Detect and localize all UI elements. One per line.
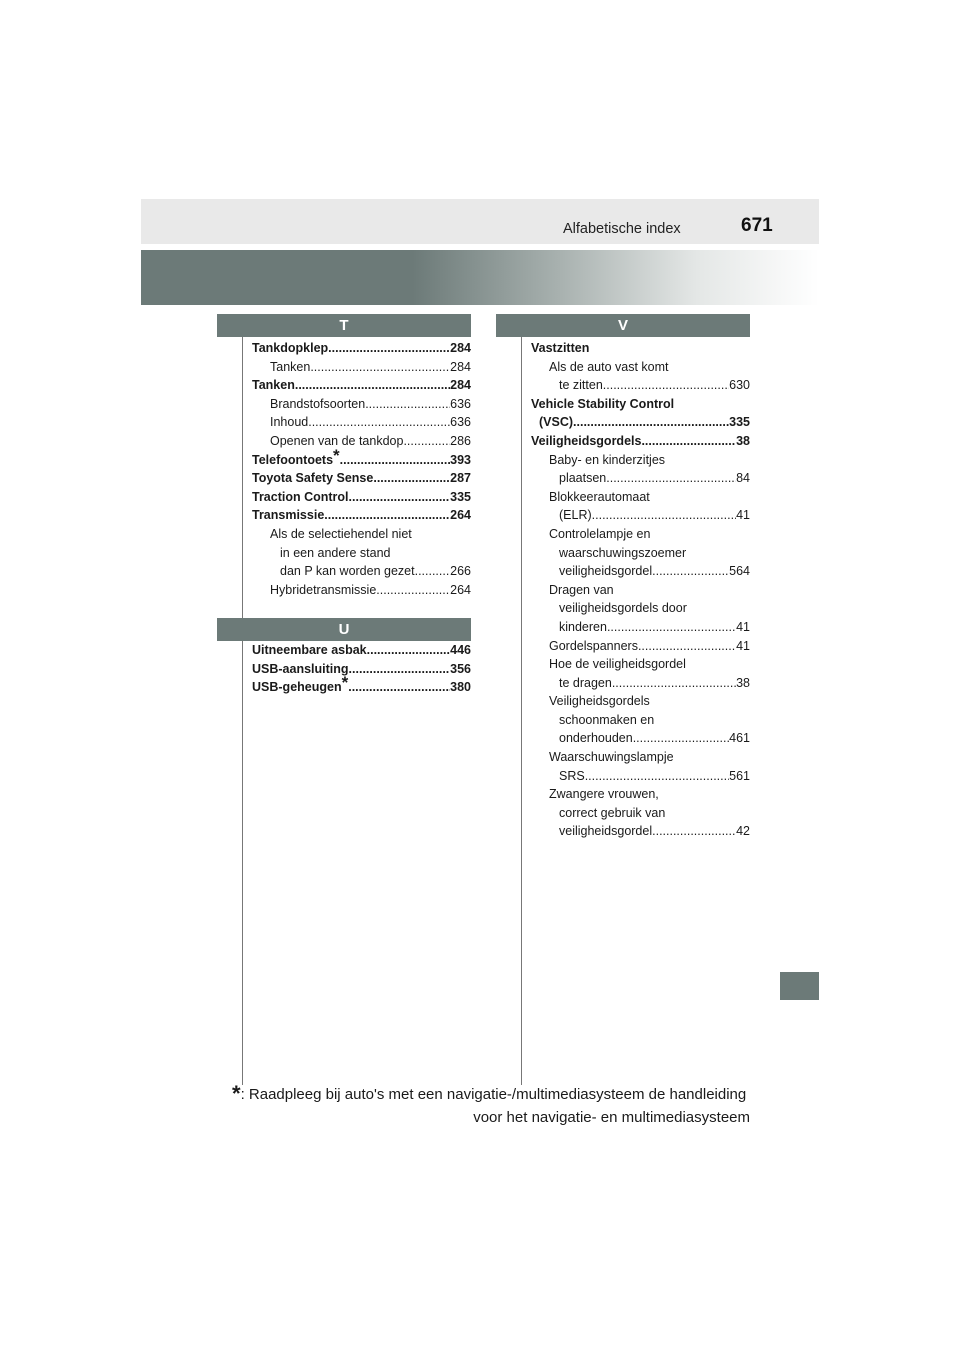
index-subentry-line: veiligheidsgordels door <box>559 601 687 616</box>
header-band <box>141 199 819 244</box>
index-subentry: dan P kan worden gezet ..... 266 <box>252 562 471 581</box>
index-entry: Tanken ..... 284 <box>252 376 471 395</box>
footnote-star-icon: * <box>232 1081 241 1106</box>
column-divider-left <box>242 337 243 1085</box>
index-subentry: Hybridetransmissie ..... 264 <box>252 581 471 600</box>
footnote <box>232 1082 750 1129</box>
index-subentry: kinderen ..... 41 <box>531 618 750 637</box>
index-subentry-line: Controlelampje en <box>549 526 651 541</box>
index-subentry: onderhouden ..... 461 <box>531 729 750 748</box>
index-entry: Telefoontoets* ..... 393 <box>252 451 471 470</box>
footnote-line-2: voor het navigatie- en multimediasysteem <box>473 1109 750 1126</box>
gradient-band <box>141 250 819 305</box>
index-subentry: Inhoud ..... 636 <box>252 413 471 432</box>
index-subentry: Openen van de tankdop ..... 286 <box>252 432 471 451</box>
index-subentry-line: Hoe de veiligheidsgordel <box>549 657 686 672</box>
index-column-t <box>252 339 471 599</box>
chapter-tab <box>780 972 819 1000</box>
index-subentry-line: Dragen van <box>549 582 614 597</box>
section-header-v: V <box>496 314 750 337</box>
index-subentry: SRS ..... 561 <box>531 767 750 786</box>
index-subentry: veiligheidsgordel ..... 564 <box>531 562 750 581</box>
index-subentry-line: Veiligheidsgordels <box>549 694 650 709</box>
index-entry: Vastzitten <box>531 341 590 355</box>
page-number: 671 <box>741 215 773 236</box>
index-entry-line: Vehicle Stability Control <box>531 396 675 411</box>
footnote-line-1: *: Raadpleeg bij auto's met een navigatie-/multimediasysteem de handleiding <box>232 1081 747 1106</box>
index-entry: Veiligheidsgordels ..... 38 <box>531 432 750 451</box>
index-subentry: veiligheidsgordel ..... 42 <box>531 822 750 841</box>
index-subentry-line: Baby- en kinderzitjes <box>549 452 666 467</box>
index-entry: Traction Control ..... 335 <box>252 488 471 507</box>
page-title: Alfabetische index <box>563 221 681 237</box>
index-subentry: Brandstofsoorten ..... 636 <box>252 395 471 414</box>
index-subentry: te dragen ..... 38 <box>531 674 750 693</box>
index-entry: Uitneembare asbak ..... 446 <box>252 641 471 660</box>
index-entry: Transmissie ..... 264 <box>252 506 471 525</box>
index-subentry-line: in een andere stand <box>280 545 391 560</box>
index-column-v <box>531 339 750 841</box>
index-subentry-line: correct gebruik van <box>559 805 666 820</box>
index-subentry-line: Zwangere vrouwen, <box>549 787 659 802</box>
index-subentry: Gordelspanners ..... 41 <box>531 637 750 656</box>
index-subentry: plaatsen ..... 84 <box>531 469 750 488</box>
section-header-t: T <box>217 314 471 337</box>
index-subentry-line: schoonmaken en <box>559 712 655 727</box>
footnote-star-icon: * <box>341 673 349 693</box>
footnote-star-icon: * <box>333 445 340 465</box>
index-entry: Toyota Safety Sense ..... 287 <box>252 469 471 488</box>
index-entry: Tankdopklep ..... 284 <box>252 339 471 358</box>
index-subentry-line: Als de selectiehendel niet <box>270 526 412 541</box>
index-column-u <box>252 641 471 697</box>
column-divider-right <box>521 337 522 1085</box>
index-subentry: (ELR) ..... 41 <box>531 506 750 525</box>
index-subentry-line: waarschuwingszoemer <box>559 545 687 560</box>
index-entry: USB-aansluiting ..... 356 <box>252 660 471 679</box>
index-subentry-line: Als de auto vast komt <box>549 359 669 374</box>
index-subentry: Tanken ..... 284 <box>252 358 471 377</box>
index-subentry-line: Waarschuwingslampje <box>549 750 674 765</box>
index-subentry: te zitten ..... 630 <box>531 376 750 395</box>
index-entry: USB-geheugen* ..... 380 <box>252 678 471 697</box>
index-subentry-line: Blokkeerautomaat <box>549 489 650 504</box>
index-entry: (VSC) ..... 335 <box>531 413 750 432</box>
section-header-u: U <box>217 618 471 641</box>
